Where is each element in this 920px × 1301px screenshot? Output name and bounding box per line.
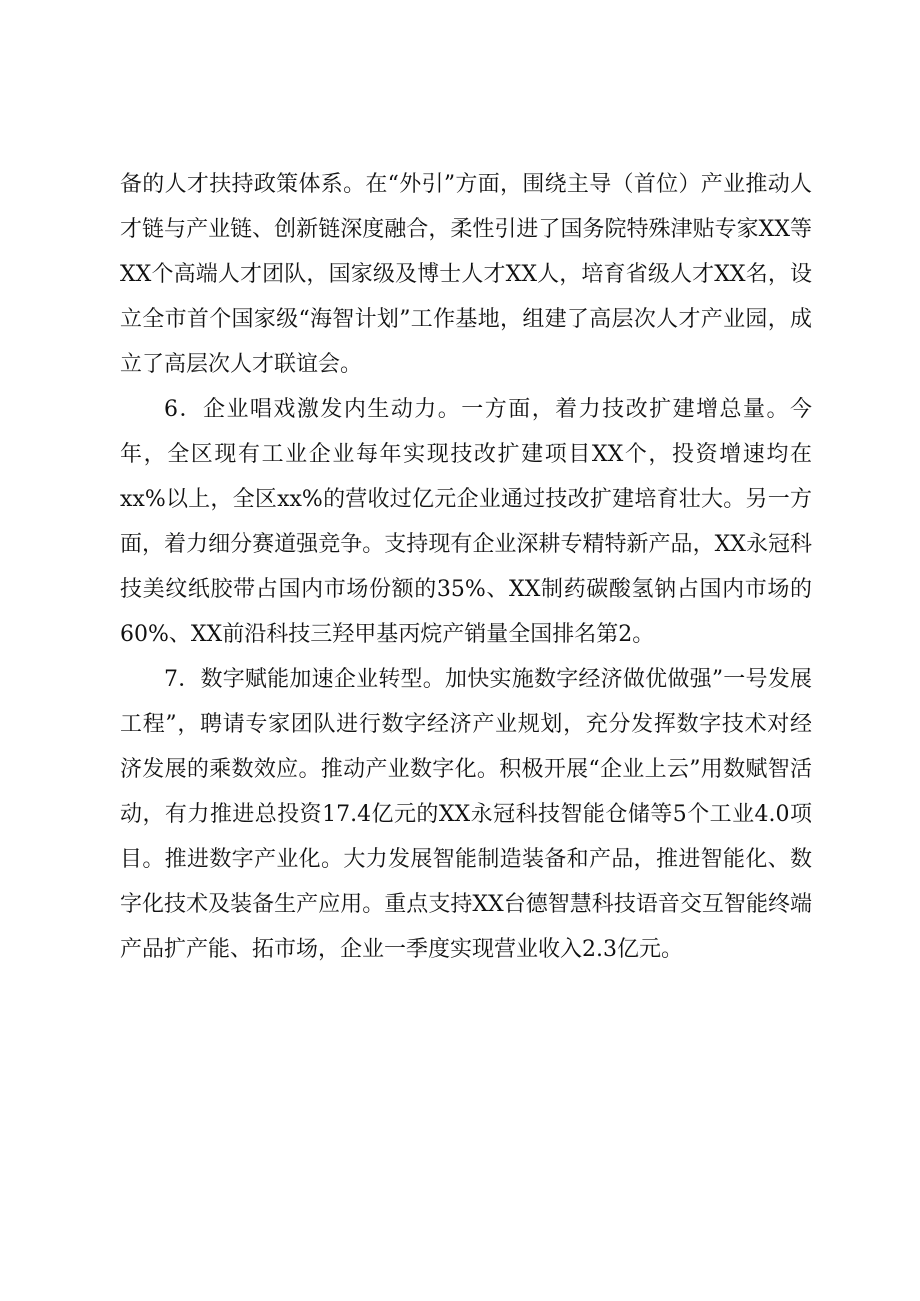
paragraph-talent-policy: 备的人才扶持政策体系。在“外引”方面，围绕主导（首位）产业推动人才链与产业链、创新链深度融合，柔性引进了国务院特殊津贴专家XX等XX个高端人才团队，国家级及博士人才XX人，培育省级人才XX名，设立全市首个国家级“海智计划”工作基地，组建了高层次人才产业园，成立了高层次人才联谊会。 (120, 172, 812, 377)
paragraph-item-7-digital: 7．数字赋能加速企业转型。加快实施数字经济做优做强”一号发展工程”，聘请专家团队进行数字经济产业规划，充分发挥数字技术对经济发展的乘数效应。推动产业数字化。积极开展“企业上云”用数赋智活动，有力推进总投资17.4亿元的XX永冠科技智能仓储等5个工业4.0项目。推进数字产业化。大力发展智能制造装备和产品，推进智能化、数字化技术及装备生产应用。重点支持XX台德智慧科技语音交互智能终端产品扩产能、拓市场，企业一季度实现营业收入2.3亿元。 (120, 667, 812, 962)
paragraph-item-6-enterprise: 6．企业唱戏激发内生动力。一方面，着力技改扩建增总量。今年，全区现有工业企业每年实现技改扩建项目XX个，投资增速均在xx%以上，全区xx%的营收过亿元企业通过技改扩建培育壮大。另一方面，着力细分赛道强竞争。支持现有企业深耕专精特新产品，XX永冠科技美纹纸胶带占国内市场份额的35%、XX制药碳酸氢钠占国内市场的60%、XX前沿科技三羟甲基丙烷产销量全国排名第2。 (120, 397, 812, 647)
document-body (120, 162, 812, 972)
